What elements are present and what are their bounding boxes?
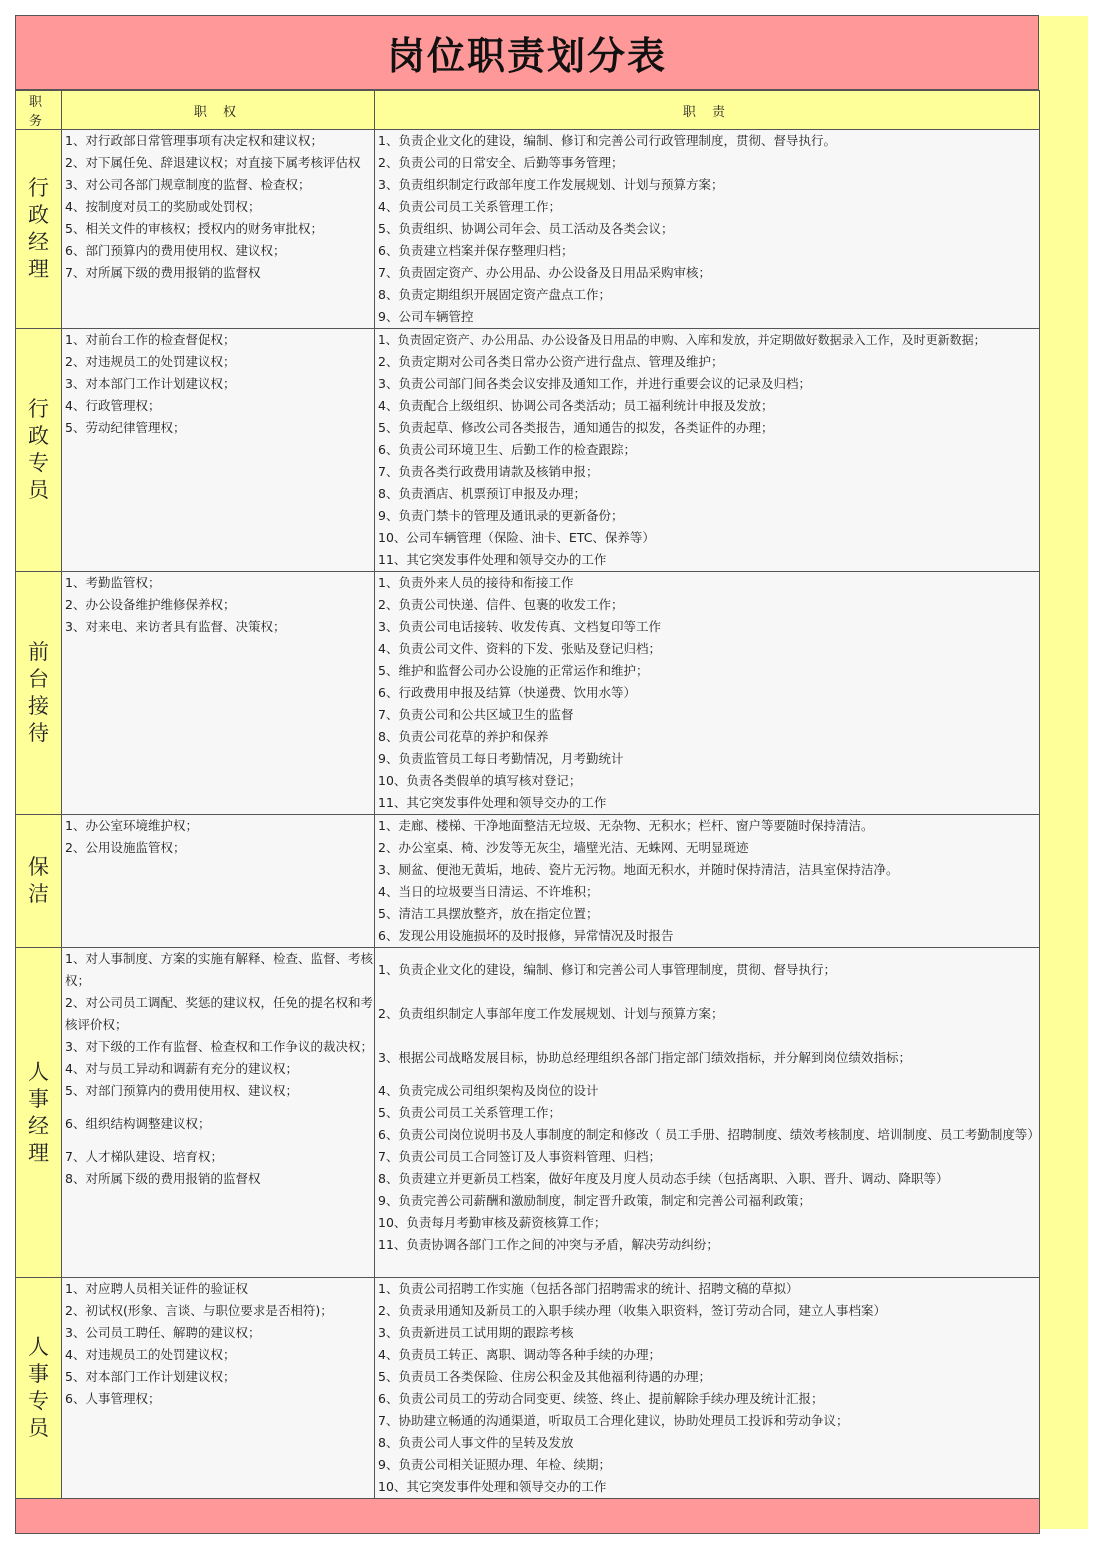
duty-cell: [375, 1278, 1040, 1499]
list-item: 2、负责组织制定人事部年度工作发展规划、计划与预算方案；: [378, 1006, 724, 1021]
list-item: 1、负责企业文化的建设，编制、修订和完善公司行政管理制度，贯彻、督导执行。: [378, 133, 836, 148]
list-item: 2、负责定期对公司各类日常办公资产进行盘点、管理及维护；: [378, 354, 724, 369]
header-row: [16, 91, 1040, 130]
list-item: 3、负责组织制定行政部年度工作发展规划、计划与预算方案；: [378, 177, 724, 192]
list-item: 1、负责公司招聘工作实施（包括各部门招聘需求的统计、招聘文稿的草拟）: [378, 1281, 799, 1296]
list-item: 3、负责公司部门间各类会议安排及通知工作，并进行重要会议的记录及归档；: [378, 376, 811, 391]
list-item: 3、负责公司电话接转、收发传真、文档复印等工作: [378, 619, 661, 634]
list-item: 1、对应聘人员相关证件的验证权: [65, 1281, 248, 1296]
role-cell: 保洁: [16, 815, 62, 948]
list-item: 5、对本部门工作计划建议权；: [65, 1369, 236, 1384]
list-item: 4、负责公司文件、资料的下发、张贴及登记归档；: [378, 641, 661, 656]
authority-cell: [62, 329, 375, 572]
list-item: 8、负责公司人事文件的呈转及发放: [378, 1435, 574, 1450]
list-item: 3、厕盆、便池无黄垢，地砖、瓷片无污物。地面无积水，并随时保持清洁，洁具室保持洁净。: [378, 862, 899, 877]
page-title: 岗位职责划分表: [15, 15, 1039, 90]
list-item: 9、负责门禁卡的管理及通讯录的更新备份；: [378, 508, 624, 523]
duty-cell: [375, 572, 1040, 815]
list-item: 1、走廊、楼梯、干净地面整洁无垃圾、无杂物、无积水；栏杆、窗户等要随时保持清洁。: [378, 818, 874, 833]
list-item: 5、劳动纪律管理权；: [65, 420, 186, 435]
footer-band: [16, 1499, 1040, 1534]
duty-cell: [375, 130, 1040, 329]
footer-row: [16, 1499, 1040, 1534]
list-item: 4、负责公司员工关系管理工作；: [378, 199, 561, 214]
list-item: 6、部门预算内的费用使用权、建议权；: [65, 243, 286, 258]
list-item: 4、按制度对员工的奖励或处罚权；: [65, 199, 261, 214]
list-item: 6、发现公用设施损坏的及时报修，异常情况及时报告: [378, 928, 674, 943]
list-item: 8、负责公司花草的养护和保养: [378, 729, 549, 744]
list-item: 6、人事管理权；: [65, 1391, 161, 1406]
list-item: 10、负责各类假单的填写核对登记；: [378, 773, 582, 788]
list-item: 7、协助建立畅通的沟通渠道，听取员工合理化建议，协助处理员工投诉和劳动争议；: [378, 1413, 849, 1428]
header-authority: 职 权: [62, 91, 375, 130]
sheet: [15, 15, 1039, 1534]
list-item: 1、对人事制度、方案的实施有解释、检查、监督、考核权；: [65, 951, 373, 988]
authority-cell: [62, 948, 375, 1278]
list-item: 1、负责固定资产、办公用品、办公设备及日用品的申购、入库和发放，并定期做好数据录入工作，及时更新数据；: [378, 333, 986, 347]
list-item: 4、负责员工转正、离职、调动等各种手续的办理；: [378, 1347, 661, 1362]
role-cell: 行政专员: [16, 329, 62, 572]
duty-cell: [375, 815, 1040, 948]
list-item: 1、对前台工作的检查督促权；: [65, 332, 236, 347]
list-item: 4、行政管理权；: [65, 398, 161, 413]
table-row: [16, 130, 1040, 329]
list-item: 3、负责新进员工试用期的跟踪考核: [378, 1325, 574, 1340]
list-item: 1、负责外来人员的接待和衔接工作: [378, 575, 574, 590]
list-item: 5、清洁工具摆放整齐，放在指定位置；: [378, 906, 599, 921]
duty-table: [15, 90, 1040, 1534]
header-role: 职 务: [16, 91, 62, 130]
list-item: 2、负责公司的日常安全、后勤等事务管理；: [378, 155, 624, 170]
role-cell: 人事专员: [16, 1278, 62, 1499]
list-item: 7、负责各类行政费用请款及核销申报；: [378, 464, 599, 479]
list-item: 2、办公室桌、椅、沙发等无灰尘，墙壁光洁、无蛛网、无明显斑迹: [378, 840, 749, 855]
table-row: [16, 815, 1040, 948]
role-cell: 行政经理: [16, 130, 62, 329]
list-item: 8、负责定期组织开展固定资产盘点工作；: [378, 287, 611, 302]
list-item: 2、初试权(形象、言谈、与职位要求是否相符)；: [65, 1303, 333, 1318]
list-item: 4、负责完成公司组织架构及岗位的设计: [378, 1083, 599, 1098]
list-item: 8、对所属下级的费用报销的监督权: [65, 1171, 261, 1186]
side-strip: [1039, 16, 1088, 1529]
list-item: 2、办公设备维护维修保养权；: [65, 597, 236, 612]
duty-cell: [375, 329, 1040, 572]
list-item: 5、负责公司员工关系管理工作；: [378, 1105, 561, 1120]
list-item: 6、负责建立档案并保存整理归档；: [378, 243, 574, 258]
header-duty: 职 责: [375, 91, 1040, 130]
list-item: 1、负责企业文化的建设，编制、修订和完善公司人事管理制度，贯彻、督导执行；: [378, 962, 836, 977]
list-item: 5、维护和监督公司办公设施的正常运作和维护；: [378, 663, 649, 678]
list-item: 10、公司车辆管理（保险、油卡、ETC、保养等）: [378, 530, 655, 545]
table-row: [16, 329, 1040, 572]
list-item: 1、对行政部日常管理事项有决定权和建议权；: [65, 133, 323, 148]
list-item: 4、负责配合上级组织、协调公司各类活动；员工福利统计申报及发放；: [378, 398, 774, 413]
list-item: 8、负责酒店、机票预订申报及办理；: [378, 486, 586, 501]
list-item: 6、负责公司岗位说明书及人事制度的制定和修改（ 员工手册、招聘制度、绩效考核制度、培训制度、员工考勤制度等）: [378, 1127, 1040, 1142]
list-item: 2、对下属任免、辞退建议权；对直接下属考核评估权: [65, 155, 361, 170]
list-item: 11、负责协调各部门工作之间的冲突与矛盾，解决劳动纠纷；: [378, 1237, 719, 1252]
list-item: 2、对公司员工调配、奖惩的建议权，任免的提名权和考核评价权；: [65, 995, 373, 1032]
list-item: 3、根据公司战略发展目标，协助总经理组织各部门指定部门绩效指标，并分解到岗位绩效指标；: [378, 1050, 911, 1065]
list-item: 8、负责建立并更新员工档案，做好年度及月度人员动态手续（包括离职、入职、晋升、调动、降职等）: [378, 1171, 949, 1186]
list-item: 5、相关文件的审核权；授权内的财务审批权；: [65, 221, 323, 236]
table-row: [16, 1278, 1040, 1499]
list-item: 2、公用设施监管权；: [65, 840, 186, 855]
list-item: 4、当日的垃圾要当日清运、不许堆积；: [378, 884, 599, 899]
list-item: 11、其它突发事件处理和领导交办的工作: [378, 552, 607, 567]
authority-cell: [62, 130, 375, 329]
table-row: [16, 572, 1040, 815]
list-item: 9、负责完善公司薪酬和激励制度，制定晋升政策，制定和完善公司福利政策；: [378, 1193, 811, 1208]
list-item: 2、对违规员工的处罚建议权；: [65, 354, 236, 369]
list-item: 7、人才梯队建设、培育权；: [65, 1149, 223, 1164]
list-item: 9、公司车辆管控: [378, 309, 474, 324]
list-item: 5、对部门预算内的费用使用权、建议权；: [65, 1083, 298, 1098]
authority-cell: [62, 815, 375, 948]
list-item: 7、负责公司和公共区域卫生的监督: [378, 707, 574, 722]
list-item: 3、对公司各部门规章制度的监督、检查权；: [65, 177, 311, 192]
list-item: 2、负责公司快递、信件、包裹的收发工作；: [378, 597, 624, 612]
role-cell: 人事经理: [16, 948, 62, 1278]
list-item: 5、负责起草、修改公司各类报告，通知通告的拟发，各类证件的办理；: [378, 420, 774, 435]
authority-cell: [62, 572, 375, 815]
list-item: 1、考勤监管权；: [65, 575, 161, 590]
list-item: 6、负责公司员工的劳动合同变更、续签、终止、提前解除手续办理及统计汇报；: [378, 1391, 824, 1406]
duty-cell: [375, 948, 1040, 1278]
list-item: 9、负责公司相关证照办理、年检、续期；: [378, 1457, 611, 1472]
list-item: 7、负责公司员工合同签订及人事资料管理、归档；: [378, 1149, 661, 1164]
list-item: 3、对来电、来访者具有监督、决策权；: [65, 619, 286, 634]
list-item: 1、办公室环境维护权；: [65, 818, 198, 833]
role-cell: 前台接待: [16, 572, 62, 815]
list-item: 3、公司员工聘任、解聘的建议权；: [65, 1325, 261, 1340]
table-row: [16, 948, 1040, 1278]
list-item: 5、负责组织、协调公司年会、员工活动及各类会议；: [378, 221, 674, 236]
authority-cell: [62, 1278, 375, 1499]
list-item: 10、负责每月考勤审核及薪资核算工作；: [378, 1215, 607, 1230]
list-item: 7、负责固定资产、办公用品、办公设备及日用品采购审核；: [378, 265, 711, 280]
list-item: 3、对本部门工作计划建议权；: [65, 376, 236, 391]
list-item: 7、对所属下级的费用报销的监督权: [65, 265, 261, 280]
list-item: 6、行政费用申报及结算（快递费、饮用水等）: [378, 685, 636, 700]
list-item: 2、负责录用通知及新员工的入职手续办理（收集入职资料，签订劳动合同，建立人事档案）: [378, 1303, 886, 1318]
list-item: 11、其它突发事件处理和领导交办的工作: [378, 795, 607, 810]
list-item: 6、组织结构调整建议权；: [65, 1116, 211, 1131]
list-item: 9、负责监管员工每日考勤情况，月考勤统计: [378, 751, 624, 766]
list-item: 3、对下级的工作有监督、检查权和工作争议的裁决权；: [65, 1039, 373, 1054]
list-item: 4、对与员工异动和调薪有充分的建议权；: [65, 1061, 298, 1076]
list-item: 4、对违规员工的处罚建议权；: [65, 1347, 236, 1362]
list-item: 5、负责员工各类保险、住房公积金及其他福利待遇的办理；: [378, 1369, 711, 1384]
list-item: 10、其它突发事件处理和领导交办的工作: [378, 1479, 607, 1494]
list-item: 6、负责公司环境卫生、后勤工作的检查跟踪；: [378, 442, 636, 457]
